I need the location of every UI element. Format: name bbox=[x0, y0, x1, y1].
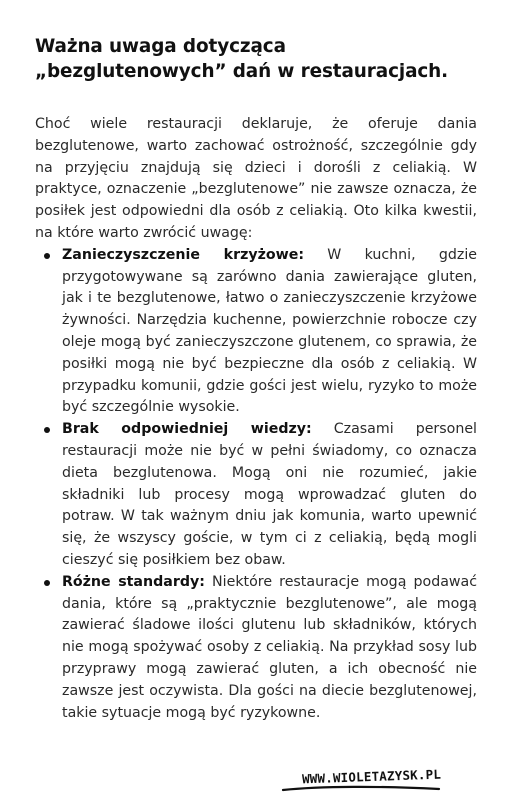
bullet-dot-icon bbox=[44, 427, 50, 433]
list-item bbox=[35, 572, 477, 725]
bullet-dot-icon bbox=[44, 580, 50, 586]
bullet-heading: Brak odpowiedniej wiedzy: bbox=[62, 421, 312, 438]
list-item bbox=[35, 419, 477, 572]
list-item bbox=[35, 245, 477, 419]
bullet-text: W kuchni, gdzie przygotowywane są zarówno dania zawierające gluten, jak i te bezglutenowe, łatwo o zanieczyszczenie krzyżowe żywności. Narzędzia kuchenne, powierzchnie robocze czy oleje mogą być zanieczyszczone glutenem, co sprawia, że posiłki mogą nie być bezpieczne dla osób z celiakią. W przypadku komunii, gdzie gości jest wielu, ryzyko to może być szczególnie wysokie. bbox=[62, 246, 477, 416]
bullet-heading: Różne standardy: bbox=[62, 573, 205, 590]
bullet-list bbox=[35, 245, 477, 725]
intro-paragraph: Choć wiele restauracji deklaruje, że oferuje dania bezglutenowe, warto zachować ostrożność, szczególnie gdy na przyjęciu znajdują się dzieci i dorośli z celiakią. W praktyce, oznaczenie „bezglutenowe” nie zawsze oznacza, że posiłek jest odpowiedni dla osób z celiakią. Oto kilka kwestii, na które warto zwrócić uwagę: bbox=[35, 116, 477, 241]
bullet-dot-icon bbox=[44, 253, 50, 259]
article-title: Ważna uwaga dotycząca „bezglutenowych” dań w restauracjach. bbox=[35, 36, 449, 82]
bullet-text: Niektóre restauracje mogą podawać dania, które są „praktycznie bezglutenowe”, ale mogą zawierać śladowe ilości glutenu lub składników, których nie mogą spożywać osoby z celiakią. Na przykład sosy lub przyprawy mogą zawierać gluten, a ich obecność nie zawsze jest oczywista. Dla gości na diecie bezglutenowej, takie sytuacje mogą być ryzykowne. bbox=[62, 573, 477, 721]
bullet-text: Czasami personel restauracji może nie być w pełni świadomy, co oznacza dieta bezglutenowa. Mogą oni nie rozumieć, jakie składniki lub procesy mogą wprowadzać gluten do potraw. W tak ważnym dniu jak komunia, warto upewnić się, że wszyscy goście, w tym ci z celiakią, będą mogli cieszyć się posiłkiem bez obaw. bbox=[62, 421, 477, 568]
website-link[interactable]: WWW.WIOLETAZYSK.PL bbox=[301, 766, 442, 787]
article bbox=[35, 34, 477, 724]
bullet-heading: Zanieczyszczenie krzyżowe: bbox=[62, 246, 304, 263]
website-footer bbox=[281, 766, 441, 794]
